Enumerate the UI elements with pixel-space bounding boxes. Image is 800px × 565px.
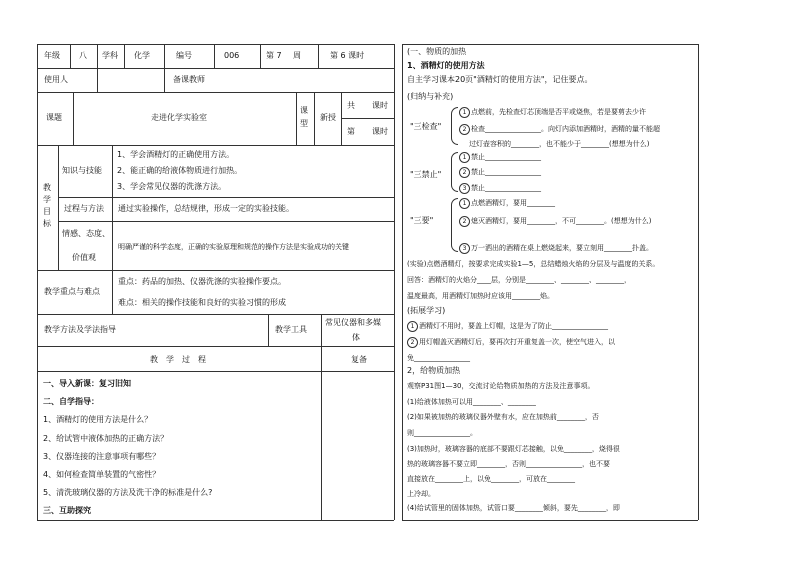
need-item-2: 2 熄灭酒精灯，要用________，不可________。(想想为什么): [459, 216, 651, 227]
subsection-2-intro: 观察P31图1—30，交流讨论给物质加热的方法及注意事项。: [407, 382, 595, 390]
check-item-1: 1 点燃前，先检查灯芯顶端是否平或烧焦，若是要剪去少许: [459, 107, 646, 118]
heating-item: (1)给液体加热可以用________、________: [407, 398, 536, 406]
lesson-type-label: 课型: [300, 106, 308, 128]
emotion-text: 明确严谨的科学态度，正确的实验原理和规范的操作方法是实验成功的关键: [118, 243, 349, 251]
check-item-2: 2 检查________________。向灯内添加酒精时，酒精的量不能超: [459, 124, 660, 135]
expand-item-1: 1 酒精灯不用时，要盖上灯帽，这是为了防止________________: [407, 321, 608, 332]
subsection-intro: 自主学习课本20页"酒精灯的使用方法"，记住要点。: [407, 75, 593, 84]
teacher-label: 备课教师: [173, 75, 205, 84]
process-question: 1、酒精灯的使用方法是什么？: [43, 415, 153, 424]
number-label: 编号: [176, 51, 192, 60]
check-item-3: 过灯壶容积的________，也不能少于________(想想为什么): [469, 140, 650, 148]
expand-label: (拓展学习): [407, 306, 446, 315]
number-value: 006: [224, 51, 240, 60]
focus-label: 教学重点与难点: [44, 287, 100, 296]
key-point: 重点：药品的加热、仪器洗涤的实验操作要点。: [118, 277, 286, 286]
subject-label: 学科: [102, 51, 118, 60]
topic-title: 走进化学实验室: [151, 113, 207, 122]
subsection-2-title: 2，给物质加热: [407, 366, 461, 375]
process-title: 教 学 过 程: [150, 355, 206, 364]
subsection-title: 1、酒精灯的使用方法: [407, 61, 485, 70]
knowledge-item: 3、学会常见仪器的洗涤方法。: [117, 182, 227, 191]
heating-item: 热的玻璃容器不要立即________，否则________________，也不要: [407, 460, 610, 468]
week-suffix: 周: [293, 51, 301, 60]
tools-value: 常见仪器和多媒: [325, 318, 381, 327]
expand-item-2: 2 用灯帽盖灭酒精灯后，要再次打开重复盖一次，使空气进入，以: [407, 337, 615, 348]
grade-value: 八: [79, 51, 87, 60]
period-label: 第 6 课时: [330, 51, 365, 60]
need-item-1: 1 点燃酒精灯，要用________: [459, 198, 555, 209]
emotion-label-2: 价值观: [72, 253, 96, 262]
process-question: 5、清洗玻璃仪器的方法及洗干净的标准是什么?: [43, 488, 213, 497]
experiment-answer: 回答：酒精灯的火焰分____层，分别是________、________、________，: [407, 276, 631, 284]
heating-item: (4)给试管里的固体加热，试管口要________倾斜，要先________，即: [407, 504, 620, 512]
total-periods-label: 共: [347, 101, 355, 110]
difficulty: 难点：相关的操作技能和良好的实验习惯的形成: [118, 298, 286, 307]
emotion-label: 情感、态度、: [62, 229, 110, 238]
tools-value-2: 体: [352, 333, 360, 342]
topic-label: 课题: [46, 113, 62, 122]
ban-item-2: 2 禁止________________: [459, 167, 541, 178]
expand-item-2-cont: 免________________: [407, 354, 470, 362]
knowledge-item: 2、能正确的给液体物质进行加热。: [117, 166, 243, 175]
subject-value: 化学: [134, 51, 150, 60]
total-periods-suffix: 课时: [372, 101, 388, 110]
process-question: 2、给试管中液体加热的正确方法？: [43, 434, 169, 443]
week-number: 第 7: [266, 51, 282, 60]
experiment-answer-2: 温度最高，用酒精灯加热时应该用________焰。: [407, 292, 554, 300]
need-label: "三要": [410, 216, 434, 225]
user-label: 使用人: [44, 75, 68, 84]
process-label: 过程与方法: [64, 204, 104, 213]
knowledge-label: 知识与技能: [62, 166, 102, 175]
heating-item: (3)加热时，玻璃容器的底部不要跟灯芯接触，以免________，烧得很: [407, 445, 620, 453]
process-step: 三、互助探究: [43, 506, 91, 515]
nth-period-suffix: 课时: [372, 127, 388, 136]
process-question: 3、仪器连接的注意事项有哪些？: [43, 452, 161, 461]
process-question: 4、如何检查简单装置的气密性？: [43, 470, 161, 479]
need-item-3: 3 万一洒出的酒精在桌上燃烧起来，要立刻用________扑盖。: [459, 243, 653, 254]
methods-label: 教学方法及学法指导: [44, 325, 116, 334]
section-heading: (一、物质的加热: [407, 47, 467, 56]
experiment-text: (实验)点燃酒精灯，按要求完成实验1—5，总结蜡烛火焰的分层及与温度的关系。: [407, 260, 660, 268]
grade-label: 年级: [44, 51, 60, 60]
check-label: "三检查": [410, 122, 442, 131]
process-step: 二、自学指导：: [43, 397, 99, 406]
ban-label: "三禁止": [410, 170, 442, 179]
ban-item-3: 3 禁止________________: [459, 183, 541, 194]
heating-item: 则________________。: [407, 429, 477, 437]
knowledge-item: 1、学会酒精灯的正确使用方法。: [117, 150, 235, 159]
goals-label: 教学目标: [43, 183, 51, 228]
heating-item: (2)如果被加热的玻璃仪器外壁有水，应在加热前________，否: [407, 413, 599, 421]
heating-item: 上冷却。: [407, 490, 435, 498]
process-text: 通过实验操作，总结规律，形成一定的实验技能。: [118, 204, 294, 213]
summary-label: (归纳与补充): [407, 92, 454, 101]
lesson-type-value: 新授: [320, 113, 336, 122]
tools-label: 教学工具: [275, 325, 307, 334]
nth-period-label: 第: [347, 127, 355, 136]
heating-item: 直接放在________上，以免________，可放在________: [407, 475, 575, 483]
process-step: 一、导入新课：复习旧知: [43, 379, 131, 388]
review-label: 复备: [351, 355, 367, 364]
ban-item-1: 1 禁止________________: [459, 152, 541, 163]
